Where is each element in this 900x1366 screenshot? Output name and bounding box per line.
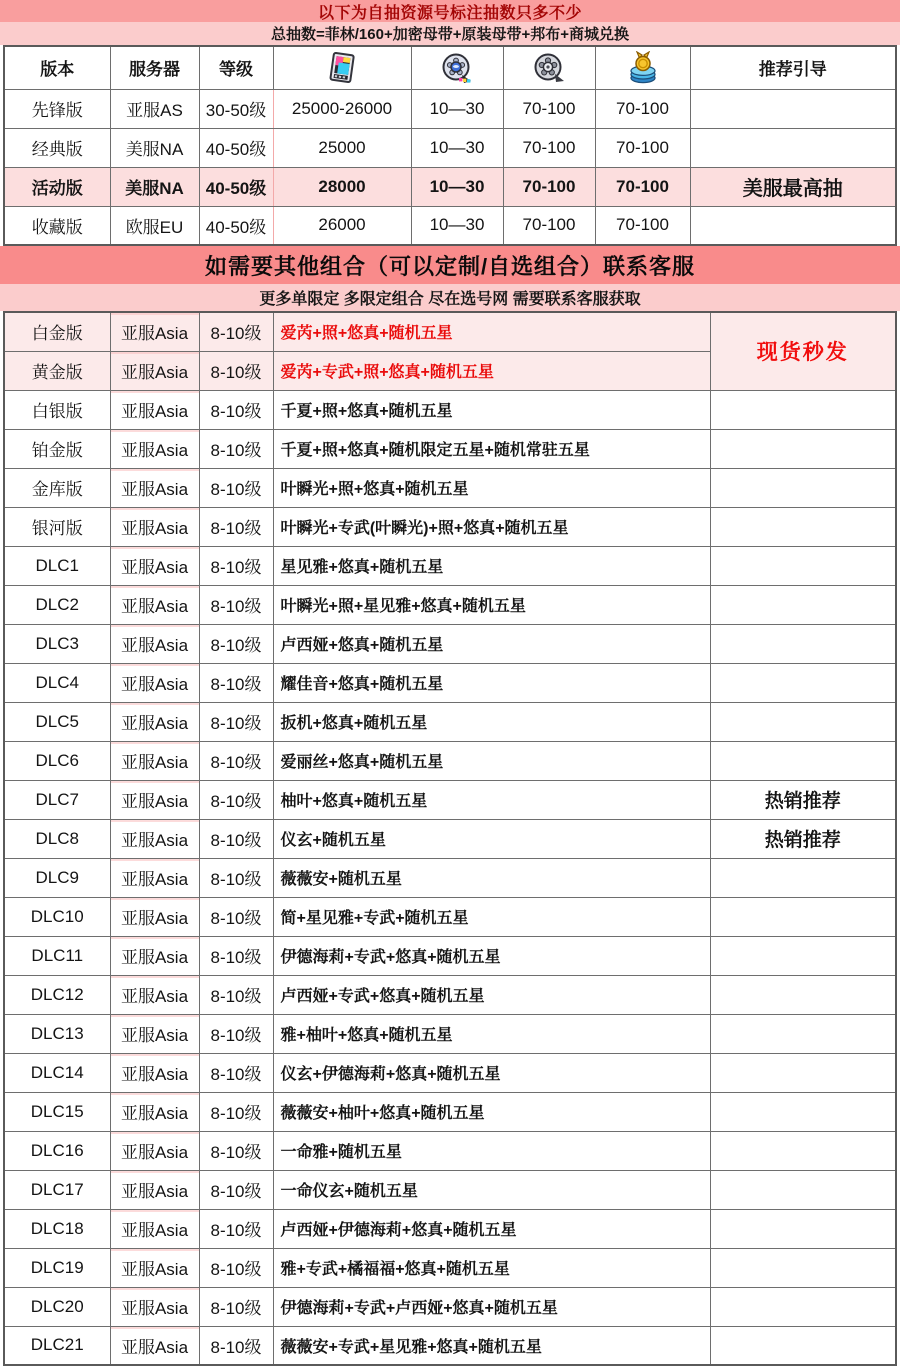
cell-boopon-count: 70-100 <box>595 128 690 167</box>
cell-level: 8-10级 <box>199 936 273 975</box>
film-icon <box>274 51 411 85</box>
cell-level: 8-10级 <box>199 819 273 858</box>
cell-level: 8-10级 <box>199 1053 273 1092</box>
cell-combo: 叶瞬光+照+悠真+随机五星 <box>273 468 710 507</box>
cell-server: 亚服Asia <box>110 741 199 780</box>
cell-version: 经典版 <box>4 128 110 167</box>
combo-table-row <box>4 741 896 780</box>
cell-server: 亚服Asia <box>110 312 199 351</box>
cell-version: 金库版 <box>4 468 110 507</box>
draw-table <box>3 45 897 246</box>
cell-recommend-note <box>710 858 896 897</box>
col-header-master-tape <box>503 46 595 89</box>
cell-combo: 扳机+悠真+随机五星 <box>273 702 710 741</box>
combo-table-row <box>4 468 896 507</box>
combo-table-row <box>4 975 896 1014</box>
cell-level: 8-10级 <box>199 1092 273 1131</box>
combo-table-row <box>4 507 896 546</box>
cell-version: DLC4 <box>4 663 110 702</box>
combo-table-row <box>4 1287 896 1326</box>
cell-level: 40-50级 <box>199 128 273 167</box>
combo-table-row <box>4 585 896 624</box>
combo-table-row <box>4 780 896 819</box>
cell-recommend-note: 热销推荐 <box>710 819 896 858</box>
cell-version: DLC10 <box>4 897 110 936</box>
cell-level: 8-10级 <box>199 975 273 1014</box>
cell-recommend-note <box>710 702 896 741</box>
cell-level: 8-10级 <box>199 351 273 390</box>
cell-level: 8-10级 <box>199 585 273 624</box>
cell-level: 8-10级 <box>199 468 273 507</box>
combo-table-row <box>4 1014 896 1053</box>
cell-recommend-note <box>710 429 896 468</box>
cell-version: DLC18 <box>4 1209 110 1248</box>
cell-server: 亚服Asia <box>110 936 199 975</box>
cell-server: 亚服Asia <box>110 624 199 663</box>
cell-version: 黄金版 <box>4 351 110 390</box>
cell-level: 8-10级 <box>199 429 273 468</box>
cell-server: 亚服Asia <box>110 351 199 390</box>
cell-combo: 仪玄+随机五星 <box>273 819 710 858</box>
cell-server: 亚服Asia <box>110 1131 199 1170</box>
col-header-encrypted-master-tape <box>411 46 503 89</box>
cell-level: 8-10级 <box>199 858 273 897</box>
combo-table-body <box>4 312 896 1365</box>
cell-server: 亚服Asia <box>110 468 199 507</box>
cell-version: DLC5 <box>4 702 110 741</box>
cell-level: 8-10级 <box>199 546 273 585</box>
cell-version: DLC19 <box>4 1248 110 1287</box>
col-header-boopon <box>595 46 690 89</box>
cell-version: 活动版 <box>4 167 110 206</box>
combo-table-row <box>4 819 896 858</box>
cell-film-count: 25000-26000 <box>273 89 411 128</box>
cell-server: 亚服Asia <box>110 1326 199 1365</box>
cell-level: 8-10级 <box>199 702 273 741</box>
cell-version: DLC16 <box>4 1131 110 1170</box>
draw-table-header-row <box>4 46 896 89</box>
cell-server: 亚服Asia <box>110 1248 199 1287</box>
cell-encrypted-tape-count: 10—30 <box>411 167 503 206</box>
cell-recommend-note <box>710 1092 896 1131</box>
draw-table-row <box>4 128 896 167</box>
cell-combo: 卢西娅+专武+悠真+随机五星 <box>273 975 710 1014</box>
cell-version: DLC6 <box>4 741 110 780</box>
cell-combo: 薇薇安+专武+星见雅+悠真+随机五星 <box>273 1326 710 1365</box>
cell-recommend-note <box>710 507 896 546</box>
cell-level: 8-10级 <box>199 390 273 429</box>
cell-recommend-note <box>710 1248 896 1287</box>
cell-original-tape-count: 70-100 <box>503 89 595 128</box>
cell-combo: 简+星见雅+专武+随机五星 <box>273 897 710 936</box>
col-header-server: 服务器 <box>110 46 199 89</box>
cell-recommend-note <box>710 624 896 663</box>
cell-recommend-note <box>710 663 896 702</box>
combo-table-row <box>4 1326 896 1365</box>
cell-combo: 仪玄+伊德海莉+悠真+随机五星 <box>273 1053 710 1092</box>
cell-server: 亚服Asia <box>110 390 199 429</box>
cell-boopon-count: 70-100 <box>595 167 690 206</box>
cell-combo: 千夏+照+悠真+随机限定五星+随机常驻五星 <box>273 429 710 468</box>
cell-film-count: 25000 <box>273 128 411 167</box>
cell-level: 30-50级 <box>199 89 273 128</box>
cell-level: 40-50级 <box>199 167 273 206</box>
cell-version: DLC7 <box>4 780 110 819</box>
cell-combo: 耀佳音+悠真+随机五星 <box>273 663 710 702</box>
cell-level: 8-10级 <box>199 1248 273 1287</box>
cell-combo: 千夏+照+悠真+随机五星 <box>273 390 710 429</box>
cell-recommend-note <box>710 585 896 624</box>
cell-level: 8-10级 <box>199 741 273 780</box>
cell-recommend-note <box>710 546 896 585</box>
cell-server: 亚服Asia <box>110 819 199 858</box>
cell-combo: 薇薇安+柚叶+悠真+随机五星 <box>273 1092 710 1131</box>
cell-server: 亚服Asia <box>110 975 199 1014</box>
combo-banner: 如需要其他组合（可以定制/自选组合）联系客服 <box>0 246 900 284</box>
cell-version: DLC12 <box>4 975 110 1014</box>
cell-server: 欧服EU <box>110 206 199 245</box>
cell-recommend-note <box>710 390 896 429</box>
cell-boopon-count: 70-100 <box>595 89 690 128</box>
cell-version: DLC11 <box>4 936 110 975</box>
combo-table-row <box>4 1131 896 1170</box>
combo-table-row <box>4 624 896 663</box>
cell-recommend-note <box>710 975 896 1014</box>
cell-boopon-count: 70-100 <box>595 206 690 245</box>
cell-level: 8-10级 <box>199 780 273 819</box>
cell-level: 8-10级 <box>199 1170 273 1209</box>
cell-server: 亚服Asia <box>110 585 199 624</box>
cell-original-tape-count: 70-100 <box>503 128 595 167</box>
cell-server: 亚服Asia <box>110 1209 199 1248</box>
cell-combo: 卢西娅+伊德海莉+悠真+随机五星 <box>273 1209 710 1248</box>
cell-level: 8-10级 <box>199 1287 273 1326</box>
cell-recommend-note <box>710 1053 896 1092</box>
cell-recommend-note <box>710 741 896 780</box>
cell-server: 亚服Asia <box>110 1053 199 1092</box>
cell-combo: 柚叶+悠真+随机五星 <box>273 780 710 819</box>
cell-version: 银河版 <box>4 507 110 546</box>
cell-level: 8-10级 <box>199 897 273 936</box>
cell-recommend-note <box>710 897 896 936</box>
combo-table-row <box>4 390 896 429</box>
cell-encrypted-tape-count: 10—30 <box>411 89 503 128</box>
cell-server: 亚服Asia <box>110 702 199 741</box>
cell-server: 亚服Asia <box>110 429 199 468</box>
cell-recommend-note: 美服最高抽 <box>690 167 896 206</box>
cell-server: 亚服Asia <box>110 1170 199 1209</box>
cell-server: 亚服Asia <box>110 1092 199 1131</box>
cell-level: 8-10级 <box>199 663 273 702</box>
cell-recommend-note <box>710 1326 896 1365</box>
cell-version: DLC21 <box>4 1326 110 1365</box>
combo-table <box>3 311 897 1366</box>
combo-table-row <box>4 429 896 468</box>
cell-encrypted-tape-count: 10—30 <box>411 128 503 167</box>
cell-recommend-note <box>710 1131 896 1170</box>
cell-recommend-note <box>710 1209 896 1248</box>
combo-table-row <box>4 546 896 585</box>
cell-version: 白银版 <box>4 390 110 429</box>
cell-level: 8-10级 <box>199 1014 273 1053</box>
combo-table-row <box>4 312 896 351</box>
combo-table-row <box>4 702 896 741</box>
cell-combo: 卢西娅+悠真+随机五星 <box>273 624 710 663</box>
cell-version: 白金版 <box>4 312 110 351</box>
top-banner: 以下为自抽资源号标注抽数只多不少 <box>0 0 900 22</box>
more-banner: 更多单限定 多限定组合 尽在选号网 需要联系客服获取 <box>0 284 900 311</box>
combo-table-row <box>4 897 896 936</box>
cell-version: DLC17 <box>4 1170 110 1209</box>
cell-server: 亚服AS <box>110 89 199 128</box>
cell-server: 亚服Asia <box>110 1014 199 1053</box>
cell-combo: 爱丽丝+悠真+随机五星 <box>273 741 710 780</box>
cell-combo: 雅+专武+橘福福+悠真+随机五星 <box>273 1248 710 1287</box>
col-header-recommend: 推荐引导 <box>690 46 896 89</box>
boopon-icon <box>596 51 690 85</box>
cell-server: 美服NA <box>110 128 199 167</box>
cell-combo: 薇薇安+随机五星 <box>273 858 710 897</box>
cell-version: 铂金版 <box>4 429 110 468</box>
cell-original-tape-count: 70-100 <box>503 206 595 245</box>
cell-combo: 叶瞬光+照+星见雅+悠真+随机五星 <box>273 585 710 624</box>
cell-combo: 伊德海莉+专武+悠真+随机五星 <box>273 936 710 975</box>
cell-recommend-note <box>690 128 896 167</box>
col-header-version: 版本 <box>4 46 110 89</box>
combo-table-row <box>4 1092 896 1131</box>
cell-version: DLC3 <box>4 624 110 663</box>
cell-version: DLC9 <box>4 858 110 897</box>
combo-table-row <box>4 663 896 702</box>
cell-recommend-note <box>710 468 896 507</box>
cell-film-count: 26000 <box>273 206 411 245</box>
cell-combo: 一命雅+随机五星 <box>273 1131 710 1170</box>
cell-recommend-note: 热销推荐 <box>710 780 896 819</box>
combo-table-row <box>4 1170 896 1209</box>
master-tape-icon <box>504 51 595 85</box>
cell-recommend-note <box>710 1287 896 1326</box>
cell-version: DLC2 <box>4 585 110 624</box>
cell-recommend-note <box>710 936 896 975</box>
cell-level: 8-10级 <box>199 1326 273 1365</box>
combo-table-row <box>4 936 896 975</box>
cell-combo: 叶瞬光+专武(叶瞬光)+照+悠真+随机五星 <box>273 507 710 546</box>
cell-combo: 星见雅+悠真+随机五星 <box>273 546 710 585</box>
cell-server: 亚服Asia <box>110 1287 199 1326</box>
cell-recommend-note <box>710 1014 896 1053</box>
cell-combo: 伊德海莉+专武+卢西娅+悠真+随机五星 <box>273 1287 710 1326</box>
cell-original-tape-count: 70-100 <box>503 167 595 206</box>
cell-version: DLC14 <box>4 1053 110 1092</box>
cell-level: 8-10级 <box>199 624 273 663</box>
cell-recommend-note <box>710 1170 896 1209</box>
cell-version: DLC13 <box>4 1014 110 1053</box>
cell-version: 收藏版 <box>4 206 110 245</box>
cell-recommend-note <box>690 89 896 128</box>
formula-banner: 总抽数=菲林/160+加密母带+原装母带+邦布+商城兑换 <box>0 22 900 45</box>
cell-level: 8-10级 <box>199 1131 273 1170</box>
cell-combo: 爱芮+专武+照+悠真+随机五星 <box>273 351 710 390</box>
cell-version: DLC20 <box>4 1287 110 1326</box>
cell-server: 亚服Asia <box>110 858 199 897</box>
cell-server: 亚服Asia <box>110 897 199 936</box>
cell-version: 先锋版 <box>4 89 110 128</box>
draw-table-row <box>4 89 896 128</box>
cell-recommend-note <box>690 206 896 245</box>
cell-encrypted-tape-count: 10—30 <box>411 206 503 245</box>
combo-table-row <box>4 1053 896 1092</box>
cell-version: DLC8 <box>4 819 110 858</box>
cell-level: 8-10级 <box>199 507 273 546</box>
cell-server: 亚服Asia <box>110 507 199 546</box>
combo-table-row <box>4 1248 896 1287</box>
cell-film-count: 28000 <box>273 167 411 206</box>
cell-level: 8-10级 <box>199 312 273 351</box>
cell-level: 8-10级 <box>199 1209 273 1248</box>
draw-table-row <box>4 167 896 206</box>
cell-server: 美服NA <box>110 167 199 206</box>
cell-combo: 雅+柚叶+悠真+随机五星 <box>273 1014 710 1053</box>
cell-level: 40-50级 <box>199 206 273 245</box>
combo-table-row <box>4 858 896 897</box>
col-header-level: 等级 <box>199 46 273 89</box>
combo-table-row <box>4 1209 896 1248</box>
cell-instock-note: 现货秒发 <box>710 312 896 390</box>
cell-server: 亚服Asia <box>110 546 199 585</box>
cell-version: DLC15 <box>4 1092 110 1131</box>
cell-server: 亚服Asia <box>110 663 199 702</box>
cell-combo: 爱芮+照+悠真+随机五星 <box>273 312 710 351</box>
cell-version: DLC1 <box>4 546 110 585</box>
encrypted-master-tape-icon <box>412 51 503 85</box>
cell-server: 亚服Asia <box>110 780 199 819</box>
col-header-film <box>273 46 411 89</box>
draw-table-row <box>4 206 896 245</box>
cell-combo: 一命仪玄+随机五星 <box>273 1170 710 1209</box>
draw-table-body <box>4 89 896 245</box>
